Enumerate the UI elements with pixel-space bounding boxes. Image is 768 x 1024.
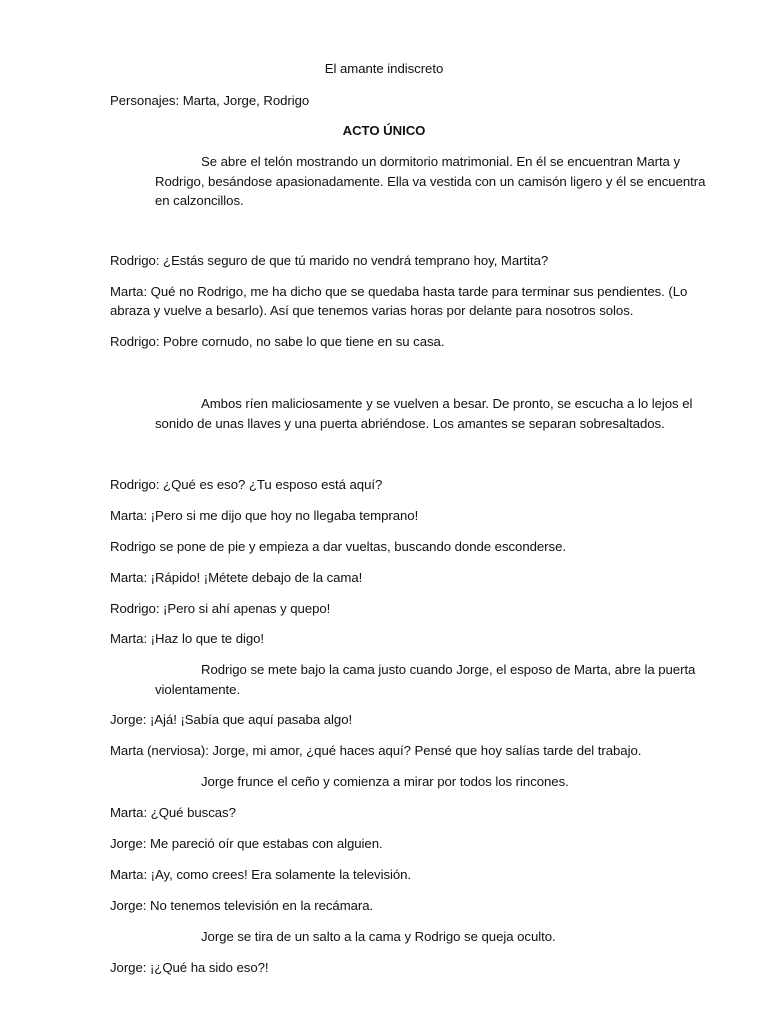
dialogue-line: Marta: ¡Rápido! ¡Métete debajo de la cama! [110,570,363,585]
stage-direction-opening [155,152,705,211]
dialogue-line: Marta: ¿Qué buscas? [110,805,236,820]
dialogue-line: Jorge: ¡¿Qué ha sido eso?! [110,960,269,975]
characters-line: Personajes: Marta, Jorge, Rodrigo [110,93,310,108]
document-title: El amante indiscreto [324,61,444,76]
stage-direction [155,394,692,433]
dialogue-line: Rodrigo: Pobre cornudo, no sabe lo que tiene en su casa. [110,334,445,349]
dialogue-line: Rodrigo se pone de pie y empieza a dar vueltas, buscando donde esconderse. [110,539,566,554]
dialogue-line: Marta: ¡Pero si me dijo que hoy no llegaba temprano! [110,508,419,523]
dialogue-line: Rodrigo: ¿Qué es eso? ¿Tu esposo está aquí? [110,477,383,492]
dialogue-line: Marta: ¡Haz lo que te digo! [110,631,265,646]
dialogue-line: abraza y vuelve a besarlo). Así que tenemos varias horas por delante para nosotros solos. [110,303,634,318]
stage-direction-line: Rodrigo se mete bajo la cama justo cuando Jorge, el esposo de Marta, abre la puerta [201,662,696,677]
stage-direction-line: Ambos ríen maliciosamente y se vuelven a besar. De pronto, se escucha a lo lejos el [201,396,693,411]
dialogue-line: Marta: ¡Ay, como crees! Era solamente la televisión. [110,867,412,882]
stage-direction-line: Se abre el telón mostrando un dormitorio matrimonial. En él se encuentran Marta y [201,154,681,169]
stage-direction-line: Rodrigo, besándose apasionadamente. Ella va vestida con un camisón ligero y él se encuentra [155,173,706,189]
dialogue-line: Rodrigo: ¡Pero si ahí apenas y quepo! [110,601,331,616]
stage-direction-line: sonido de unas llaves y una puerta abriéndose. Los amantes se separan sobresaltados. [155,415,665,431]
stage-direction-line: violentamente. [155,681,241,697]
dialogue-line: Jorge: Me pareció oír que estabas con alguien. [110,836,383,851]
dialogue-line: Jorge: No tenemos televisión en la recámara. [110,898,374,913]
stage-direction: Jorge se tira de un salto a la cama y Rodrigo se queja oculto. [201,929,556,944]
stage-direction [155,660,695,699]
act-heading: ACTO ÚNICO [342,123,426,138]
dialogue-line: Marta (nerviosa): Jorge, mi amor, ¿qué haces aquí? Pensé que hoy salías tarde del trabajo. [110,743,642,758]
dialogue-line: Jorge: ¡Ajá! ¡Sabía que aquí pasaba algo! [110,712,353,727]
stage-direction-line: en calzoncillos. [155,193,244,208]
dialogue-line: Marta: Qué no Rodrigo, me ha dicho que se quedaba hasta tarde para terminar sus pendientes. (Lo [110,284,688,299]
dialogue-line: Rodrigo: ¿Estás seguro de que tú marido no vendrá temprano hoy, Martita? [110,253,549,268]
stage-direction: Jorge frunce el ceño y comienza a mirar por todos los rincones. [201,774,569,789]
